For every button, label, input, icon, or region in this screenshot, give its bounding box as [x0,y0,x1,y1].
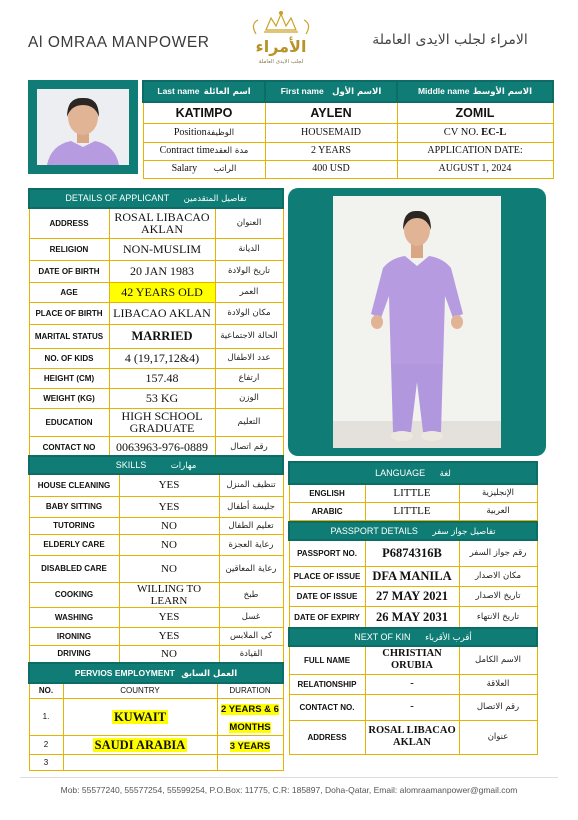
footer-contact: Mob: 55577240, 55577254, 55599254, P.O.Box: 11775, C.R: 185897, Doha-Qatar, Email: alomraamanpower@gmail.com [60,785,518,795]
details-value: LIBACAO AKLAN [109,302,215,324]
employment-row [29,735,283,754]
employment-title-ar: العمل السابق [181,668,238,679]
applicant-full-photo [333,196,501,448]
details-value: ROSAL LIBACAO AKLAN [109,208,215,238]
passport-label: DATE OF ISSUE [289,586,365,606]
skills-value: NO [119,517,219,534]
language-value: LITTLE [365,502,459,520]
skills-label-ar: تنظيف المنزل [219,474,283,496]
skills-label-ar: رعاية المعاقين [219,555,283,582]
details-value: 42 YEARS OLD [109,282,215,302]
details-row [29,368,283,388]
passport-label-ar: رقم جواز السفر [459,540,537,566]
skills-table [28,455,284,663]
details-row [29,324,283,348]
logo-subtext: لجلب الايدى العاملة [258,59,304,65]
employment-row [29,754,283,770]
skills-label-ar: تعليم الطفال [219,517,283,534]
salary-value: 400 USD [265,160,397,178]
details-label-ar: تاريخ الولادة [215,260,283,282]
cv-number-cell [397,123,553,142]
skills-label: DRIVING [29,645,119,662]
language-header [289,462,537,484]
employment-country [63,698,217,735]
details-label-ar: العنوان [215,208,283,238]
last-name-label: Last name [157,86,200,96]
details-table [28,188,284,459]
employment-row [29,698,283,735]
passport-row [289,606,537,628]
salary-label-ar: الراتب [213,164,237,174]
kin-header [289,628,537,646]
details-label: RELIGION [29,238,109,260]
brand-name-english: Al OMRAA MANPOWER [28,34,210,51]
passport-value: 27 MAY 2021 [365,586,459,606]
photo-large-frame [288,188,546,456]
skills-value: NO [119,555,219,582]
language-row [289,502,537,520]
kin-title: NEXT OF KIN [354,631,411,642]
middle-name-label: Middle name [417,86,470,96]
position-label: Position [173,126,207,138]
kin-label-ar: عنوان [459,720,537,754]
position-value: HOUSEMAID [265,123,397,142]
details-label: CONTACT NO [29,436,109,458]
skills-label: HOUSE CLEANING [29,474,119,496]
employment-duration [217,754,283,770]
skills-label: BABY SITTING [29,496,119,517]
application-date-label: APPLICATION DATE: [397,142,553,160]
details-label: EDUCATION [29,408,109,436]
skills-row [29,627,283,645]
employment-duration-text: 2 YEARS & 6 MONTHS [221,703,279,733]
salary-label-cell [143,160,265,178]
employment-no: 1. [29,698,63,735]
applicant-portrait [37,89,129,165]
kin-value: ROSAL LIBACAO AKLAN [365,720,459,754]
employment-header [29,663,283,683]
passport-label: DATE OF EXPIRY [289,606,365,628]
middle-name-label-ar: الاسم الأوسط [472,87,533,97]
crown-logo-icon [238,10,324,68]
skills-label: DISABLED CARE [29,555,119,582]
application-date-value: AUGUST 1, 2024 [397,160,553,178]
passport-label-ar: تاريخ الاصدار [459,586,537,606]
skills-row [29,607,283,627]
passport-header [289,522,537,540]
employment-country-text: SAUDI ARABIA [94,737,186,752]
kin-row [289,694,537,720]
passport-row [289,586,537,606]
brand-name-arabic: الامراء لجلب الايدى العاملة [372,32,528,48]
contract-label-cell [143,142,265,160]
details-row [29,388,283,408]
skills-row [29,517,283,534]
skills-value: YES [119,496,219,517]
company-logo [238,10,324,68]
details-label-ar: ارتفاع [215,368,283,388]
details-header [29,189,283,208]
kin-row [289,674,537,694]
skills-title-ar: مهارات [170,460,197,471]
skills-label-ar: غسل [219,607,283,627]
passport-table [288,521,538,629]
salary-label: Salary [171,163,198,174]
cv-no-label: CV NO. [443,126,479,138]
employment-title: PERVIOS EMPLOYMENT [74,667,175,678]
kin-value: - [365,674,459,694]
details-value: 4 (19,17,12&4) [109,348,215,368]
details-label: MARITAL STATUS [29,324,109,348]
last-name-header [143,81,265,102]
details-value: 0063963-976-0889 [109,436,215,458]
passport-label: PASSPORT NO. [289,540,365,566]
language-label: ARABIC [289,502,365,520]
kin-table [288,627,538,755]
kin-label-ar: العلاقة [459,674,537,694]
language-value: LITTLE [365,484,459,502]
name-table [142,80,554,179]
skills-row [29,474,283,496]
contract-label-ar: مدة العقد [214,146,249,156]
col-duration-header: DURATION [217,683,283,698]
skills-label-ar: رعاية العجزة [219,534,283,555]
skills-label: ELDERLY CARE [29,534,119,555]
skills-label: IRONING [29,627,119,645]
details-label-ar: التعليم [215,408,283,436]
details-value: 20 JAN 1983 [109,260,215,282]
details-row [29,408,283,436]
kin-label-ar: الاسم الكامل [459,646,537,674]
details-row [29,238,283,260]
skills-header [29,456,283,474]
skills-label: COOKING [29,582,119,607]
skills-value: NO [119,534,219,555]
employment-duration-text: 3 YEARS [229,740,271,752]
passport-value: DFA MANILA [365,566,459,586]
details-title: DETAILS OF APPLICANT [65,193,170,203]
skills-value: YES [119,607,219,627]
skills-title: SKILLS [115,459,147,470]
language-title: LANGUAGE [375,467,426,478]
details-label: DATE OF BIRTH [29,260,109,282]
portrait-icon [37,89,129,165]
details-label: PLACE OF BIRTH [29,302,109,324]
full-body-photo-icon [333,196,501,448]
skills-row [29,555,283,582]
skills-row [29,645,283,662]
details-label-ar: عدد الاطفال [215,348,283,368]
employment-country-text: KUWAIT [113,709,167,724]
employment-no: 2 [29,735,63,754]
details-label-ar: الوزن [215,388,283,408]
kin-label-ar: رقم الاتصال [459,694,537,720]
kin-label: CONTACT NO. [289,694,365,720]
skills-row [29,582,283,607]
details-row [29,282,283,302]
middle-name-value: ZOMIL [397,102,553,123]
col-country-header: COUNTRY [63,683,217,698]
details-value: HIGH SCHOOL GRADUATE [109,408,215,436]
skills-value: WILLING TO LEARN [119,582,219,607]
details-row [29,208,283,238]
details-label: AGE [29,282,109,302]
kin-title-ar: أقرب الأقرباء [425,632,472,643]
kin-value: CHRISTIAN ORUBIA [365,646,459,674]
language-label: ENGLISH [289,484,365,502]
skills-row [29,534,283,555]
details-label: ADDRESS [29,208,109,238]
language-label-ar: العربية [459,502,537,520]
language-table [288,461,538,521]
details-row [29,260,283,282]
kin-value: - [365,694,459,720]
kin-row [289,720,537,754]
last-name-value: KATIMPO [143,102,265,123]
logo-text: الأمراء [255,37,307,56]
col-no-header: NO. [29,683,63,698]
contract-value: 2 YEARS [265,142,397,160]
position-label-ar: الوظيفة [206,127,235,138]
employment-country [63,754,217,770]
details-value: MARRIED [109,324,215,348]
footer-divider [20,777,558,778]
skills-label-ar: طبخ [219,582,283,607]
language-label-ar: الإنجليزية [459,484,537,502]
employment-duration [217,735,283,754]
passport-row [289,540,537,566]
skills-row [29,496,283,517]
kin-label: ADDRESS [289,720,365,754]
details-title-ar: تفاصيل المتقدمين [183,194,247,204]
skills-label: WASHING [29,607,119,627]
passport-label-ar: تاريخ الانتهاء [459,606,537,628]
middle-name-header [397,81,553,102]
passport-title-ar: تفاصيل جواز سفر [432,526,496,537]
skills-label-ar: كى الملابس [219,627,283,645]
details-label-ar: مكان الولادة [215,302,283,324]
language-title-ar: لغة [439,468,451,479]
kin-row [289,646,537,674]
skills-value: YES [119,474,219,496]
details-row [29,348,283,368]
passport-label-ar: مكان الاصدار [459,566,537,586]
first-name-label: First name [280,86,324,96]
first-name-value: AYLEN [265,102,397,123]
employment-table [28,662,284,771]
language-row [289,484,537,502]
details-label-ar: الحالة الاجتماعية [215,324,283,348]
passport-title: PASSPORT DETAILS [330,525,418,536]
skills-label-ar: القيادة [219,645,283,662]
details-value: 157.48 [109,368,215,388]
employment-no: 3 [29,754,63,770]
photo-small-frame [28,80,138,174]
cv-no-value: EC-L [481,126,507,138]
skills-value: NO [119,645,219,662]
details-label-ar: العمر [215,282,283,302]
passport-row [289,566,537,586]
details-value: 53 KG [109,388,215,408]
details-value: NON-MUSLIM [109,238,215,260]
passport-value: P6874316B [365,540,459,566]
employment-duration [217,698,283,735]
first-name-label-ar: الاسم الأول [332,87,382,97]
employment-country [63,735,217,754]
details-label: NO. OF KIDS [29,348,109,368]
details-label: HEIGHT (CM) [29,368,109,388]
last-name-label-ar: اسم العائلة [203,87,251,97]
skills-label: TUTORING [29,517,119,534]
details-label-ar: رقم اتصال [215,436,283,458]
contract-label: Contract time [159,145,215,156]
first-name-header [265,81,397,102]
kin-label: FULL NAME [289,646,365,674]
skills-value: YES [119,627,219,645]
passport-label: PLACE OF ISSUE [289,566,365,586]
position-label-cell [143,123,265,142]
details-label-ar: الديانة [215,238,283,260]
details-label: WEIGHT (KG) [29,388,109,408]
details-row [29,302,283,324]
kin-label: RELATIONSHIP [289,674,365,694]
passport-value: 26 MAY 2031 [365,606,459,628]
skills-label-ar: جليسة أطفال [219,496,283,517]
